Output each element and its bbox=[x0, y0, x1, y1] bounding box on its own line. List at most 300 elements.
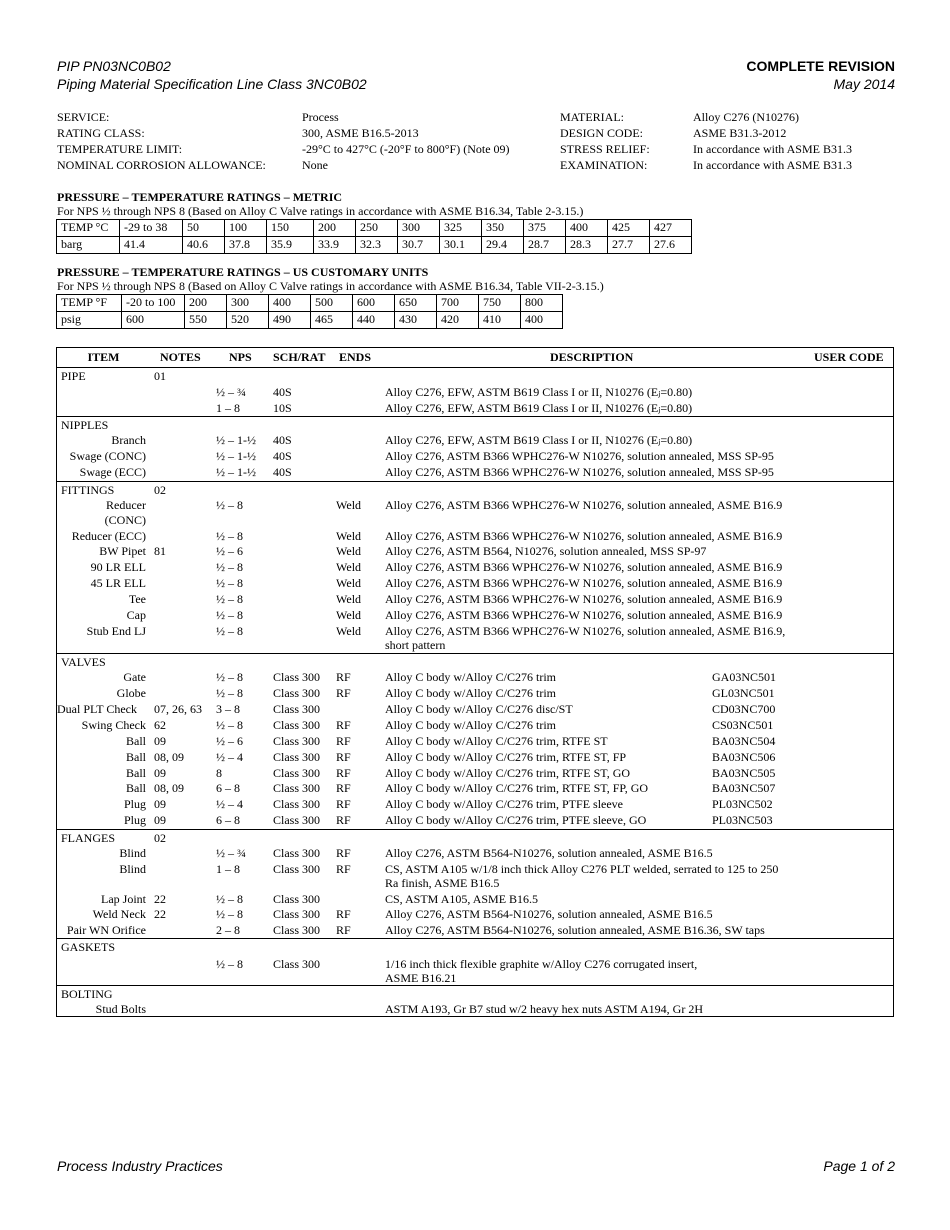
desc-cell: Alloy C body w/Alloy C/C276 trim, RTFE ST bbox=[385, 734, 608, 748]
desc-cell: Alloy C276, ASTM B366 WPHC276-W N10276, solution annealed, ASME B16.9 bbox=[385, 529, 783, 543]
table-row bbox=[57, 718, 893, 733]
examination-value: In accordance with ASME B31.3 bbox=[693, 158, 852, 172]
header-schrat: SCH/RAT bbox=[273, 350, 326, 364]
user-code-cell: CS03NC501 bbox=[712, 718, 774, 732]
desc-cell: short pattern bbox=[385, 638, 446, 652]
metric-ratings-subtitle: For NPS ½ through NPS 8 (Based on Alloy C Valve ratings in accordance with ASME B16.34, Table 2-3.15.) bbox=[57, 204, 584, 218]
metric-temp-cell: 375 bbox=[524, 220, 566, 237]
nps-cell: ½ – 8 bbox=[216, 892, 243, 906]
footer-page-number: Page 1 of 2 bbox=[823, 1158, 895, 1174]
ends-cell: RF bbox=[336, 846, 351, 860]
ends-cell: Weld bbox=[336, 592, 362, 606]
table-row bbox=[57, 433, 893, 448]
material-spec-table bbox=[56, 347, 894, 1017]
ends-cell: Weld bbox=[336, 529, 362, 543]
sch-cell: Class 300 bbox=[273, 766, 321, 780]
sch-cell: Class 300 bbox=[273, 862, 321, 876]
sch-cell: Class 300 bbox=[273, 718, 321, 732]
desc-cell: Alloy C276, ASTM B366 WPHC276-W N10276, solution annealed, ASME B16.9 bbox=[385, 608, 783, 622]
nps-cell: ½ – 8 bbox=[216, 608, 243, 622]
group-notes: 02 bbox=[154, 831, 166, 845]
header-nps: NPS bbox=[229, 350, 252, 364]
nps-cell: ½ – 6 bbox=[216, 734, 243, 748]
desc-cell: Alloy C body w/Alloy C/C276 disc/ST bbox=[385, 702, 573, 716]
notes-cell: 22 bbox=[154, 907, 166, 921]
group-row-flanges bbox=[57, 831, 893, 846]
item-cell: Dual PLT Check bbox=[57, 702, 137, 716]
nps-cell: ½ – 6 bbox=[216, 544, 243, 558]
group-row-fittings bbox=[57, 483, 893, 498]
ends-cell: Weld bbox=[336, 608, 362, 622]
desc-cell: Ra finish, ASME B16.5 bbox=[385, 876, 500, 890]
temperature-limit-label: TEMPERATURE LIMIT: bbox=[57, 142, 183, 156]
desc-cell: Alloy C276, ASTM B564-N10276, solution annealed, ASME B16.36, SW taps bbox=[385, 923, 765, 937]
stress-relief-label: STRESS RELIEF: bbox=[560, 142, 650, 156]
desc-cell: Alloy C276, EFW, ASTM B619 Class I or II, N10276 (Eⱼ=0.80) bbox=[385, 401, 693, 415]
metric-temp-cell: 350 bbox=[482, 220, 524, 237]
ends-cell: RF bbox=[336, 862, 351, 876]
sch-cell: 40S bbox=[273, 385, 292, 399]
notes-cell: 22 bbox=[154, 892, 166, 906]
us-temp-cell: 600 bbox=[353, 295, 395, 312]
us-pressure-cell: 440 bbox=[353, 312, 395, 329]
header-user-code: USER CODE bbox=[814, 350, 884, 364]
sch-cell: Class 300 bbox=[273, 813, 321, 827]
sch-cell: Class 300 bbox=[273, 846, 321, 860]
ends-cell: RF bbox=[336, 670, 351, 684]
table-row bbox=[57, 608, 893, 623]
us-temp-cell: 800 bbox=[521, 295, 563, 312]
metric-temp-cell: 250 bbox=[356, 220, 398, 237]
table-row bbox=[57, 813, 893, 828]
nps-cell: ½ – 8 bbox=[216, 624, 243, 638]
notes-cell: 09 bbox=[154, 766, 166, 780]
metric-pressure-cell: 29.4 bbox=[482, 237, 524, 254]
item-cell: Globe bbox=[116, 686, 146, 700]
service-right-values bbox=[693, 109, 852, 173]
nps-cell: ½ – 4 bbox=[216, 750, 243, 764]
metric-temp-row bbox=[57, 220, 692, 237]
metric-pressure-cell: 40.6 bbox=[183, 237, 225, 254]
metric-temp-cell: 300 bbox=[398, 220, 440, 237]
ends-cell: Weld bbox=[336, 560, 362, 574]
divider bbox=[57, 481, 893, 482]
table-row-continued bbox=[57, 513, 893, 528]
nps-cell: ½ – 8 bbox=[216, 718, 243, 732]
item-cell: Weld Neck bbox=[92, 907, 146, 921]
table-row bbox=[57, 862, 893, 877]
header-notes: NOTES bbox=[160, 350, 201, 364]
divider bbox=[57, 367, 893, 368]
desc-cell: ASME B16.21 bbox=[385, 971, 457, 985]
item-cell: Tee bbox=[128, 592, 146, 606]
table-row bbox=[57, 465, 893, 480]
item-cell: Reducer (ECC) bbox=[71, 529, 146, 543]
stress-relief-value: In accordance with ASME B31.3 bbox=[693, 142, 852, 156]
revision-date: May 2014 bbox=[833, 76, 895, 92]
item-cell: Swage (CONC) bbox=[69, 449, 146, 463]
item-cell: 90 LR ELL bbox=[90, 560, 146, 574]
sch-cell: 10S bbox=[273, 401, 292, 415]
header-item: ITEM bbox=[87, 350, 120, 364]
desc-cell: Alloy C body w/Alloy C/C276 trim, RTFE ST, FP, GO bbox=[385, 781, 649, 795]
sch-cell: Class 300 bbox=[273, 702, 321, 716]
desc-cell: Alloy C276, ASTM B366 WPHC276-W N10276, solution annealed, MSS SP-95 bbox=[385, 465, 774, 479]
notes-cell: 07, 26, 63 bbox=[154, 702, 202, 716]
user-code-cell: GL03NC501 bbox=[712, 686, 775, 700]
table-row bbox=[57, 734, 893, 749]
us-ratings-table bbox=[56, 294, 563, 329]
us-temp-cell: -20 to 100 bbox=[122, 295, 185, 312]
table-row bbox=[57, 529, 893, 544]
metric-temp-cell: 400 bbox=[566, 220, 608, 237]
us-temp-label: TEMP °F bbox=[57, 295, 122, 312]
metric-pressure-label: barg bbox=[57, 237, 120, 254]
material-label: MATERIAL: bbox=[560, 110, 624, 124]
nps-cell: ½ – 4 bbox=[216, 797, 243, 811]
item-cell: Blind bbox=[119, 846, 146, 860]
ends-cell: RF bbox=[336, 781, 351, 795]
table-row bbox=[57, 781, 893, 796]
group-notes: 01 bbox=[154, 369, 166, 383]
desc-cell: Alloy C276, ASTM B564-N10276, solution annealed, ASME B16.5 bbox=[385, 907, 713, 921]
table-row-continued bbox=[57, 876, 893, 891]
table-row bbox=[57, 907, 893, 922]
ends-cell: RF bbox=[336, 907, 351, 921]
ends-cell: Weld bbox=[336, 624, 362, 638]
us-pressure-row bbox=[57, 312, 563, 329]
group-label: FITTINGS bbox=[61, 483, 115, 497]
divider bbox=[57, 416, 893, 417]
ends-cell: RF bbox=[336, 797, 351, 811]
footer-publisher: Process Industry Practices bbox=[57, 1158, 223, 1174]
table-row bbox=[57, 544, 893, 559]
notes-cell: 62 bbox=[154, 718, 166, 732]
doc-title: Piping Material Specification Line Class 3NC0B02 bbox=[57, 76, 367, 92]
metric-ratings-title: PRESSURE – TEMPERATURE RATINGS – METRIC bbox=[57, 190, 343, 204]
sch-cell: Class 300 bbox=[273, 670, 321, 684]
metric-pressure-row bbox=[57, 237, 692, 254]
corrosion-allowance-label: NOMINAL CORROSION ALLOWANCE: bbox=[57, 158, 266, 172]
item-cell: Swage (ECC) bbox=[79, 465, 146, 479]
table-row bbox=[57, 670, 893, 685]
ends-cell: Weld bbox=[336, 544, 362, 558]
header-description: DESCRIPTION bbox=[550, 350, 634, 364]
us-temp-row bbox=[57, 295, 563, 312]
metric-temp-cell: 150 bbox=[267, 220, 314, 237]
group-notes: 02 bbox=[154, 483, 166, 497]
desc-cell: Alloy C276, ASTM B366 WPHC276-W N10276, solution annealed, ASME B16.9 bbox=[385, 498, 783, 512]
metric-temp-label: TEMP °C bbox=[57, 220, 120, 237]
us-pressure-cell: 520 bbox=[227, 312, 269, 329]
metric-temp-cell: 50 bbox=[183, 220, 225, 237]
table-row-continued bbox=[57, 971, 893, 986]
nps-cell: ½ – ¾ bbox=[216, 385, 246, 399]
nps-cell: ½ – 8 bbox=[216, 907, 243, 921]
revision-label: COMPLETE REVISION bbox=[746, 58, 895, 74]
table-row bbox=[57, 750, 893, 765]
ends-cell: RF bbox=[336, 923, 351, 937]
user-code-cell: GA03NC501 bbox=[712, 670, 777, 684]
desc-cell: Alloy C276, ASTM B366 WPHC276-W N10276, solution annealed, MSS SP-95 bbox=[385, 449, 774, 463]
group-label: BOLTING bbox=[61, 987, 113, 1001]
nps-cell: 6 – 8 bbox=[216, 813, 240, 827]
us-ratings-title: PRESSURE – TEMPERATURE RATINGS – US CUSTOMARY UNITS bbox=[57, 265, 429, 279]
item-cell: Stub End LJ bbox=[86, 624, 146, 638]
item-cell: BW Pipet bbox=[99, 544, 146, 558]
table-row bbox=[57, 923, 893, 938]
user-code-cell: BA03NC506 bbox=[712, 750, 776, 764]
sch-cell: Class 300 bbox=[273, 750, 321, 764]
service-left-values bbox=[302, 109, 510, 173]
ends-cell: RF bbox=[336, 813, 351, 827]
user-code-cell: BA03NC505 bbox=[712, 766, 776, 780]
item-cell: Lap Joint bbox=[101, 892, 146, 906]
group-row-pipe bbox=[57, 369, 893, 384]
group-label: GASKETS bbox=[61, 940, 116, 954]
notes-cell: 09 bbox=[154, 797, 166, 811]
metric-temp-cell: 425 bbox=[608, 220, 650, 237]
metric-pressure-cell: 33.9 bbox=[314, 237, 356, 254]
nps-cell: 8 bbox=[216, 766, 222, 780]
sch-cell: Class 300 bbox=[273, 957, 321, 971]
metric-pressure-cell: 30.7 bbox=[398, 237, 440, 254]
temperature-limit-value: -29°C to 427°C (-20°F to 800°F) (Note 09) bbox=[302, 142, 510, 156]
doc-id: PIP PN03NC0B02 bbox=[57, 58, 171, 74]
ends-cell: RF bbox=[336, 718, 351, 732]
user-code-cell: PL03NC502 bbox=[712, 797, 773, 811]
us-pressure-cell: 550 bbox=[185, 312, 227, 329]
table-row bbox=[57, 766, 893, 781]
notes-cell: 08, 09 bbox=[154, 750, 184, 764]
sch-cell: 40S bbox=[273, 433, 292, 447]
table-row bbox=[57, 576, 893, 591]
nps-cell: ½ – 8 bbox=[216, 670, 243, 684]
corrosion-allowance-value: None bbox=[302, 158, 328, 172]
us-temp-cell: 750 bbox=[479, 295, 521, 312]
user-code-cell: BA03NC507 bbox=[712, 781, 776, 795]
desc-cell: 1/16 inch thick flexible graphite w/Alloy C276 corrugated insert, bbox=[385, 957, 698, 971]
table-row bbox=[57, 846, 893, 861]
design-code-label: DESIGN CODE: bbox=[560, 126, 643, 140]
nps-cell: ½ – ¾ bbox=[216, 846, 246, 860]
group-label: NIPPLES bbox=[61, 418, 109, 432]
service-right-labels bbox=[560, 109, 650, 173]
desc-cell: Alloy C276, EFW, ASTM B619 Class I or II, N10276 (Eⱼ=0.80) bbox=[385, 385, 693, 399]
ends-cell: Weld bbox=[336, 576, 362, 590]
group-row-gaskets bbox=[57, 940, 893, 955]
metric-ratings-table bbox=[56, 219, 692, 254]
desc-cell: Alloy C276, ASTM B366 WPHC276-W N10276, solution annealed, ASME B16.9 bbox=[385, 576, 783, 590]
material-value: Alloy C276 (N10276) bbox=[693, 110, 799, 124]
item-cell: Reducer bbox=[106, 498, 146, 512]
item-cell: Swing Check bbox=[81, 718, 146, 732]
user-code-cell: CD03NC700 bbox=[712, 702, 776, 716]
us-temp-cell: 500 bbox=[311, 295, 353, 312]
us-temp-cell: 200 bbox=[185, 295, 227, 312]
user-code-cell: PL03NC503 bbox=[712, 813, 773, 827]
metric-pressure-cell: 41.4 bbox=[120, 237, 183, 254]
nps-cell: ½ – 8 bbox=[216, 686, 243, 700]
table-row bbox=[57, 385, 893, 400]
metric-temp-cell: 100 bbox=[225, 220, 267, 237]
table-row bbox=[57, 560, 893, 575]
metric-pressure-cell: 28.7 bbox=[524, 237, 566, 254]
table-row bbox=[57, 702, 893, 717]
us-pressure-cell: 410 bbox=[479, 312, 521, 329]
divider bbox=[57, 829, 893, 830]
doc-header-left bbox=[57, 57, 367, 93]
desc-cell: Alloy C276, ASTM B564, N10276, solution annealed, MSS SP-97 bbox=[385, 544, 707, 558]
sch-cell: Class 300 bbox=[273, 907, 321, 921]
header-ends: ENDS bbox=[339, 350, 372, 364]
desc-cell: Alloy C body w/Alloy C/C276 trim bbox=[385, 686, 557, 700]
nps-cell: ½ – 8 bbox=[216, 498, 243, 512]
notes-cell: 09 bbox=[154, 734, 166, 748]
table-row bbox=[57, 686, 893, 701]
us-temp-cell: 650 bbox=[395, 295, 437, 312]
item-cell: Ball bbox=[126, 766, 146, 780]
desc-cell: Alloy C body w/Alloy C/C276 trim bbox=[385, 718, 557, 732]
us-pressure-cell: 490 bbox=[269, 312, 311, 329]
notes-cell: 08, 09 bbox=[154, 781, 184, 795]
metric-pressure-cell: 37.8 bbox=[225, 237, 267, 254]
desc-cell: CS, ASTM A105, ASME B16.5 bbox=[385, 892, 539, 906]
group-row-bolting bbox=[57, 987, 893, 1002]
divider bbox=[57, 938, 893, 939]
desc-cell: Alloy C body w/Alloy C/C276 trim bbox=[385, 670, 557, 684]
nps-cell: ½ – 8 bbox=[216, 576, 243, 590]
nps-cell: ½ – 8 bbox=[216, 592, 243, 606]
service-value: Process bbox=[302, 110, 339, 124]
desc-cell: Alloy C body w/Alloy C/C276 trim, PTFE sleeve, GO bbox=[385, 813, 647, 827]
ends-cell: RF bbox=[336, 734, 351, 748]
item-cell: Stud Bolts bbox=[95, 1002, 146, 1016]
us-pressure-cell: 400 bbox=[521, 312, 563, 329]
group-label: FLANGES bbox=[61, 831, 116, 845]
desc-cell: Alloy C276, ASTM B366 WPHC276-W N10276, solution annealed, ASME B16.9 bbox=[385, 560, 783, 574]
divider bbox=[57, 985, 893, 986]
desc-cell: Alloy C body w/Alloy C/C276 trim, RTFE ST, GO bbox=[385, 766, 631, 780]
rating-class-value: 300, ASME B16.5-2013 bbox=[302, 126, 419, 140]
nps-cell: ½ – 8 bbox=[216, 560, 243, 574]
sch-cell: 40S bbox=[273, 449, 292, 463]
item-cell: Cap bbox=[126, 608, 146, 622]
user-code-cell: BA03NC504 bbox=[712, 734, 776, 748]
service-left-labels bbox=[57, 109, 266, 173]
us-ratings-subtitle: For NPS ½ through NPS 8 (Based on Alloy C Valve ratings in accordance with ASME B16.34, Table VII-2-3.15.) bbox=[57, 279, 604, 293]
metric-temp-cell: -29 to 38 bbox=[120, 220, 183, 237]
metric-temp-cell: 325 bbox=[440, 220, 482, 237]
table-row-continued bbox=[57, 638, 893, 653]
metric-pressure-cell: 35.9 bbox=[267, 237, 314, 254]
item-cell: Plug bbox=[123, 797, 146, 811]
item-cell: Gate bbox=[123, 670, 146, 684]
nps-cell: ½ – 1-½ bbox=[216, 449, 256, 463]
desc-cell: Alloy C276, EFW, ASTM B619 Class I or II, N10276 (Eⱼ=0.80) bbox=[385, 433, 693, 447]
nps-cell: 2 – 8 bbox=[216, 923, 240, 937]
nps-cell: ½ – 8 bbox=[216, 529, 243, 543]
examination-label: EXAMINATION: bbox=[560, 158, 648, 172]
us-pressure-cell: 430 bbox=[395, 312, 437, 329]
us-pressure-cell: 600 bbox=[122, 312, 185, 329]
table-row bbox=[57, 624, 893, 639]
sch-cell: Class 300 bbox=[273, 686, 321, 700]
item-cell: Blind bbox=[119, 862, 146, 876]
metric-pressure-cell: 27.7 bbox=[608, 237, 650, 254]
ends-cell: RF bbox=[336, 686, 351, 700]
desc-cell: Alloy C276, ASTM B366 WPHC276-W N10276, solution annealed, ASME B16.9, bbox=[385, 624, 786, 638]
item-cell: Ball bbox=[126, 750, 146, 764]
sch-cell: 40S bbox=[273, 465, 292, 479]
doc-header-right bbox=[746, 57, 895, 93]
metric-pressure-cell: 32.3 bbox=[356, 237, 398, 254]
item-cell: 45 LR ELL bbox=[90, 576, 146, 590]
metric-pressure-cell: 30.1 bbox=[440, 237, 482, 254]
notes-cell: 81 bbox=[154, 544, 166, 558]
item-cell: (CONC) bbox=[104, 513, 146, 527]
nps-cell: 1 – 8 bbox=[216, 862, 240, 876]
item-cell: Branch bbox=[111, 433, 146, 447]
table-row bbox=[57, 498, 893, 513]
us-pressure-label: psig bbox=[57, 312, 122, 329]
item-cell: Ball bbox=[126, 781, 146, 795]
notes-cell: 09 bbox=[154, 813, 166, 827]
table-header-row bbox=[57, 350, 893, 365]
ends-cell: RF bbox=[336, 766, 351, 780]
desc-cell: CS, ASTM A105 w/1/8 inch thick Alloy C276 PLT welded, serrated to 125 to 250 bbox=[385, 862, 779, 876]
metric-temp-cell: 427 bbox=[650, 220, 692, 237]
ends-cell: RF bbox=[336, 750, 351, 764]
table-row bbox=[57, 892, 893, 907]
us-pressure-cell: 465 bbox=[311, 312, 353, 329]
item-cell: Pair WN Orifice bbox=[66, 923, 146, 937]
metric-temp-cell: 200 bbox=[314, 220, 356, 237]
table-row bbox=[57, 449, 893, 464]
nps-cell: ½ – 8 bbox=[216, 957, 243, 971]
us-temp-cell: 700 bbox=[437, 295, 479, 312]
nps-cell: 1 – 8 bbox=[216, 401, 240, 415]
table-row bbox=[57, 957, 893, 972]
us-temp-cell: 300 bbox=[227, 295, 269, 312]
group-row-valves bbox=[57, 655, 893, 670]
table-row bbox=[57, 592, 893, 607]
sch-cell: Class 300 bbox=[273, 781, 321, 795]
group-label: PIPE bbox=[61, 369, 86, 383]
group-row-nipples bbox=[57, 418, 893, 433]
table-row bbox=[57, 797, 893, 812]
nps-cell: 3 – 8 bbox=[216, 702, 240, 716]
nps-cell: ½ – 1-½ bbox=[216, 465, 256, 479]
table-row bbox=[57, 1002, 893, 1017]
ends-cell: Weld bbox=[336, 498, 362, 512]
desc-cell: Alloy C body w/Alloy C/C276 trim, RTFE ST, FP bbox=[385, 750, 627, 764]
design-code-value: ASME B31.3-2012 bbox=[693, 126, 787, 140]
sch-cell: Class 300 bbox=[273, 797, 321, 811]
desc-cell: Alloy C276, ASTM B366 WPHC276-W N10276, solution annealed, ASME B16.9 bbox=[385, 592, 783, 606]
item-cell: Ball bbox=[126, 734, 146, 748]
metric-pressure-cell: 27.6 bbox=[650, 237, 692, 254]
metric-pressure-cell: 28.3 bbox=[566, 237, 608, 254]
rating-class-label: RATING CLASS: bbox=[57, 126, 145, 140]
service-label: SERVICE: bbox=[57, 110, 110, 124]
item-cell: Plug bbox=[123, 813, 146, 827]
sch-cell: Class 300 bbox=[273, 734, 321, 748]
nps-cell: ½ – 1-½ bbox=[216, 433, 256, 447]
table-row bbox=[57, 401, 893, 416]
desc-cell: Alloy C body w/Alloy C/C276 trim, PTFE sleeve bbox=[385, 797, 624, 811]
sch-cell: Class 300 bbox=[273, 892, 321, 906]
